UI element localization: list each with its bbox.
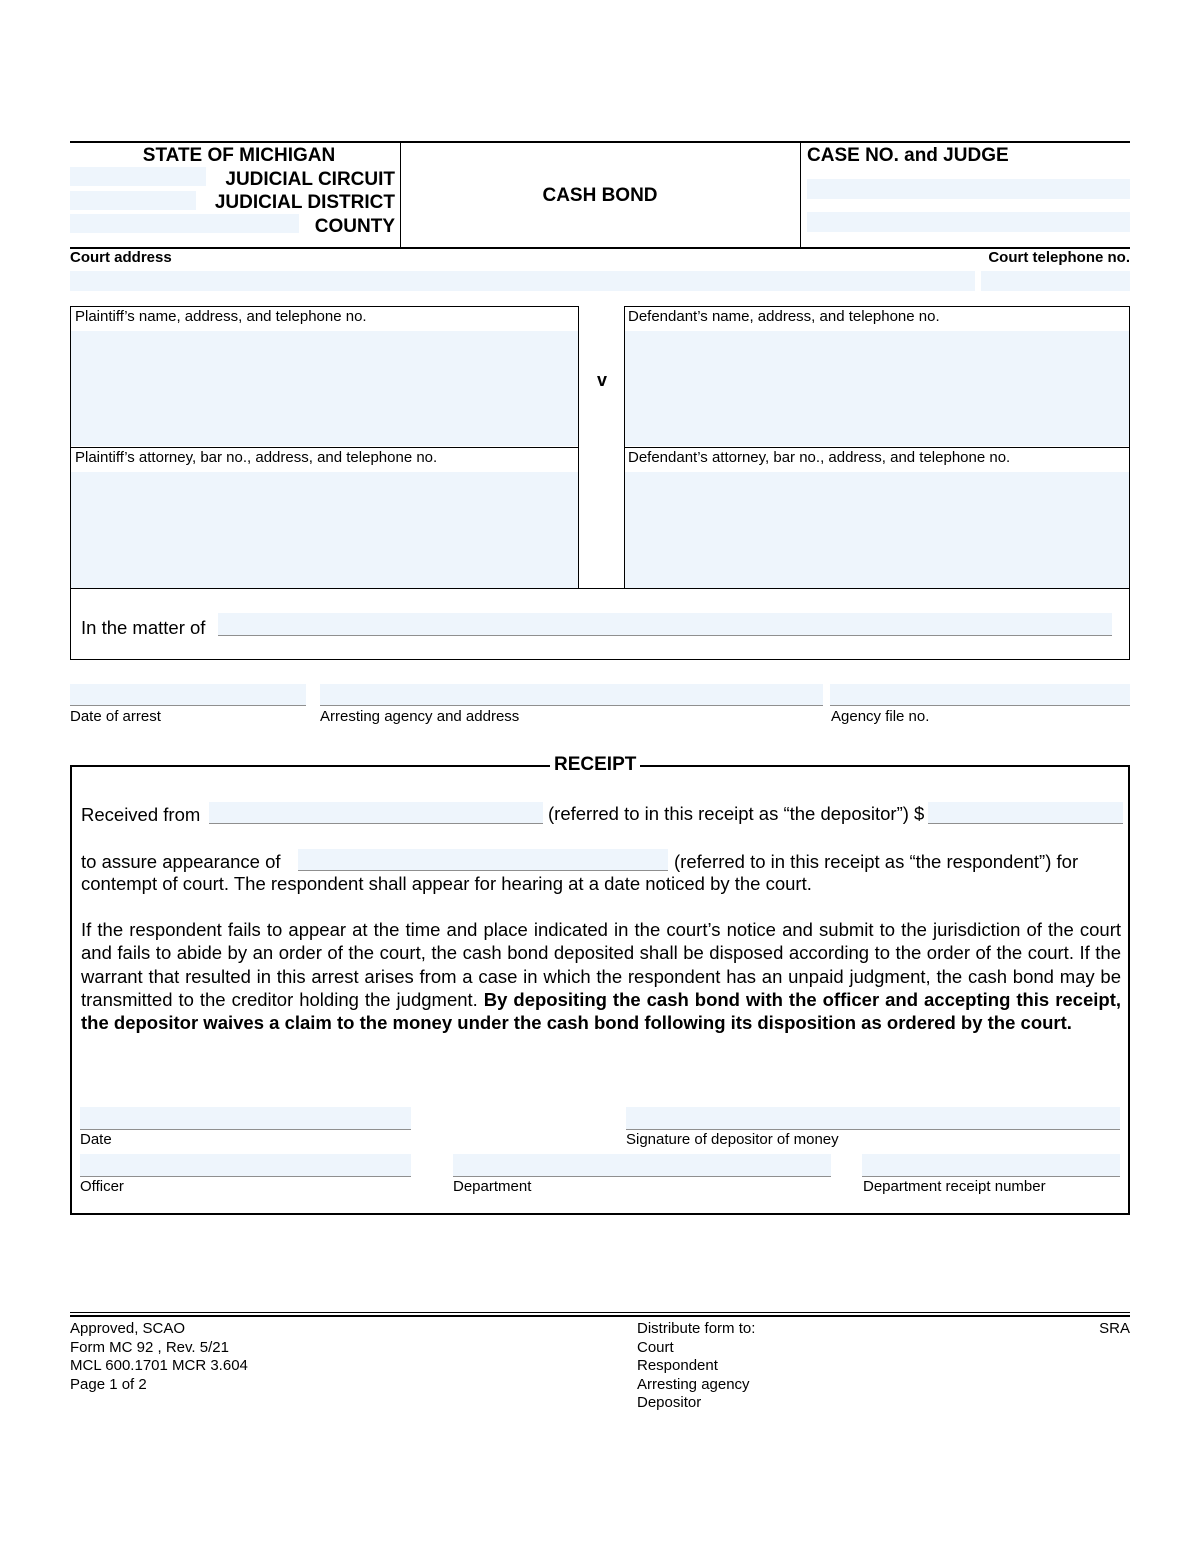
- distribute-item: Respondent: [637, 1357, 718, 1375]
- plaintiff-box-divider: [70, 447, 579, 448]
- date-of-arrest-input[interactable]: [70, 684, 306, 706]
- header-top-rule: [70, 141, 1130, 143]
- form-title: CASH BOND: [542, 185, 658, 206]
- received-from-input[interactable]: [209, 802, 543, 824]
- receipt-number-input[interactable]: [862, 1154, 1120, 1177]
- plaintiff-attorney-input[interactable]: [71, 472, 578, 588]
- receipt-date-label: Date: [80, 1131, 112, 1148]
- agency-file-input[interactable]: [830, 684, 1130, 706]
- distribution-list: [637, 1320, 755, 1413]
- receipt-title: RECEIPT: [550, 754, 640, 776]
- depositor-ref-text: (referred to in this receipt as “the depositor”) $: [548, 803, 925, 824]
- court-telephone-label: Court telephone no.: [988, 249, 1130, 266]
- county-label: COUNTY: [314, 216, 395, 237]
- mcl-text: MCL 600.1701 MCR 3.604: [70, 1357, 248, 1375]
- county-input[interactable]: [70, 214, 299, 233]
- disposition-plain-text: If the respondent fails to appear at the time and place indicated in the court’s notice and submit to the jurisdiction of the court and fails to abide by an order of the court, the cash bond deposited shall be disposed according to the order of the court. If the warrant that resulted in this arrest arises from a case in which the respondent has an unpaid judgment, the cash bond may be transmitted to the creditor holding the judgment.: [81, 919, 1121, 1010]
- depositor-signature-input[interactable]: [626, 1107, 1120, 1130]
- distribute-title: Distribute form to:: [637, 1320, 756, 1337]
- respondent-ref-text: (referred to in this receipt as “the respondent”) for: [674, 851, 1079, 872]
- received-from-label: Received from: [81, 804, 201, 825]
- form-number-text: Form MC 92 , Rev. 5/21: [70, 1338, 229, 1356]
- state-label: STATE OF MICHIGAN: [142, 145, 336, 166]
- plaintiff-label: Plaintiff’s name, address, and telephone no.: [75, 308, 367, 325]
- distribute-item: Arresting agency: [637, 1375, 750, 1393]
- department-label: Department: [453, 1178, 532, 1195]
- disposition-bold-text: By depositing the cash bond with the officer and accepting this receipt, the depositor waives a claim to the money under the cash bond following its disposition as ordered by the court.: [81, 988, 1122, 1034]
- approved-text: Approved, SCAO: [70, 1320, 186, 1337]
- respondent-input[interactable]: [298, 849, 668, 871]
- court-telephone-input[interactable]: [981, 271, 1130, 291]
- plaintiff-attorney-label: Plaintiff’s attorney, bar no., address, and telephone no.: [75, 449, 438, 466]
- judicial-district-input[interactable]: [70, 191, 196, 210]
- bond-amount-input[interactable]: [928, 802, 1123, 824]
- header-divider-right: [800, 142, 801, 248]
- arresting-agency-label: Arresting agency and address: [320, 708, 520, 725]
- plaintiff-input[interactable]: [71, 331, 578, 446]
- case-no-input[interactable]: [807, 179, 1130, 199]
- judicial-district-label: JUDICIAL DISTRICT: [214, 192, 395, 213]
- officer-label: Officer: [80, 1178, 124, 1195]
- officer-input[interactable]: [80, 1154, 411, 1177]
- judicial-circuit-label: JUDICIAL CIRCUIT: [225, 169, 395, 190]
- matter-input[interactable]: [218, 613, 1112, 636]
- sra-text: SRA: [1099, 1320, 1130, 1337]
- defendant-label: Defendant’s name, address, and telephone no.: [628, 308, 940, 325]
- court-address-label: Court address: [70, 249, 172, 266]
- case-no-judge-label: CASE NO. and JUDGE: [807, 145, 1009, 166]
- matter-label: In the matter of: [81, 617, 206, 638]
- defendant-input[interactable]: [625, 331, 1129, 446]
- date-of-arrest-label: Date of arrest: [70, 708, 161, 725]
- defendant-attorney-label: Defendant’s attorney, bar no., address, and telephone no.: [628, 449, 1011, 466]
- contempt-text: contempt of court. The respondent shall appear for hearing at a date noticed by the court.: [81, 873, 812, 894]
- court-address-input[interactable]: [70, 271, 975, 291]
- defendant-box-divider: [624, 447, 1130, 448]
- footer-rule-top: [70, 1312, 1130, 1313]
- footer-left: [70, 1320, 248, 1394]
- versus-label: v: [596, 370, 607, 390]
- distribute-item: Court: [637, 1338, 674, 1356]
- page-number-text: Page 1 of 2: [70, 1375, 147, 1393]
- assure-appearance-label: to assure appearance of: [81, 851, 281, 872]
- disposition-paragraph: [81, 918, 1121, 1034]
- arresting-agency-input[interactable]: [320, 684, 823, 706]
- judge-input[interactable]: [807, 212, 1130, 232]
- distribute-item: Depositor: [637, 1394, 702, 1412]
- footer-rule-bottom: [70, 1315, 1130, 1317]
- receipt-number-label: Department receipt number: [863, 1178, 1046, 1195]
- depositor-signature-label: Signature of depositor of money: [626, 1131, 839, 1148]
- judicial-circuit-input[interactable]: [70, 167, 206, 186]
- agency-file-label: Agency file no.: [831, 708, 930, 725]
- defendant-attorney-input[interactable]: [625, 472, 1129, 588]
- department-input[interactable]: [453, 1154, 831, 1177]
- receipt-date-input[interactable]: [80, 1107, 411, 1130]
